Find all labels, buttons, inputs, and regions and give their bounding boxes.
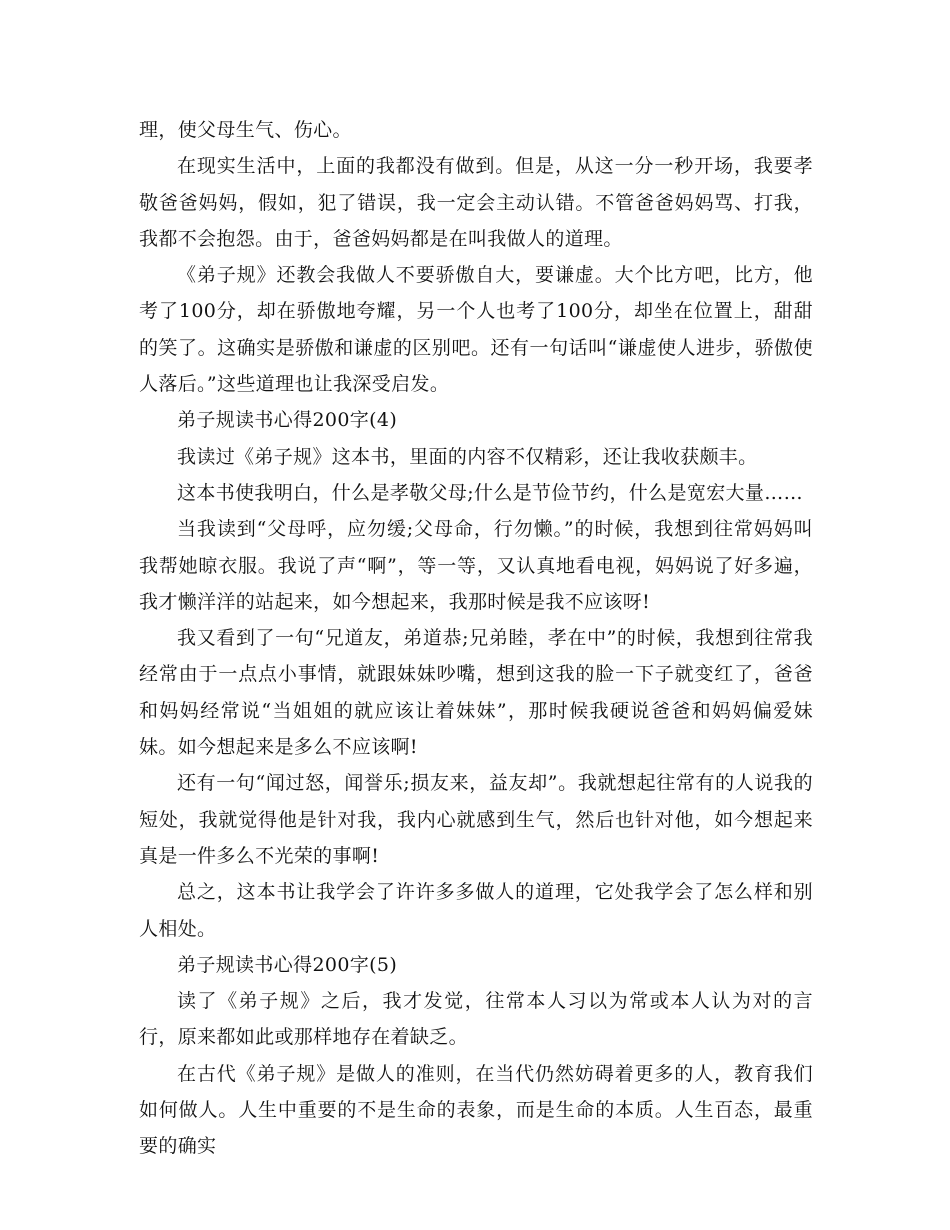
paragraph-continued: 理，使父母生气、伤心。	[139, 119, 352, 141]
paragraph: 当我读到“父母呼，应勿缓;父母命，行勿懒。”的时候，我想到往常妈妈叫我帮她晾衣服。我说了声“啊”，等一等，又认真地看电视，妈妈说了好多遍，我才懒洋洋的站起来，如今想起来，我那时候是我不应该呀!	[139, 518, 813, 613]
paragraph: 《弟子规》还教会我做人不要骄傲自大，要谦虚。大个比方吧，比方，他考了100分，却在骄傲地夸耀，另一个人也考了100分，却坐在位置上，甜甜的笑了。这确实是骄傲和谦虚的区别吧。还有一句话叫“谦虚使人进步，骄傲使人落后。”这些道理也让我深受启发。	[139, 264, 813, 396]
paragraph: 我读过《弟子规》这本书，里面的内容不仅精彩，还让我收获颇丰。	[177, 445, 758, 468]
paragraph: 这本书使我明白，什么是孝敬父母;什么是节俭节约，什么是宽宏大量……	[177, 481, 803, 504]
document-body	[139, 112, 813, 1165]
paragraph: 还有一句“闻过怒，闻誉乐;损友来，益友却”。我就想起往常有的人说我的短处，我就觉得他是针对我，我内心就感到生气，然后也针对他，如今想起来真是一件多么不光荣的事啊!	[139, 772, 813, 867]
section-heading-5: 弟子规读书心得200字(5)	[177, 953, 398, 976]
paragraph: 读了《弟子规》之后，我才发觉，往常本人习以为常或本人认为对的言行，原来都如此或那样地存在着缺乏。	[139, 990, 813, 1049]
paragraph: 我又看到了一句“兄道友，弟道恭;兄弟睦，孝在中”的时候，我想到往常我经常由于一点点小事情，就跟妹妹吵嘴，想到这我的脸一下子就变红了，爸爸和妈妈经常说“当姐姐的就应该让着妹妹”，那时候我硬说爸爸和妈妈偏爱妹妹。如今想起来是多么不应该啊!	[139, 627, 813, 759]
section-heading-4: 弟子规读书心得200字(4)	[177, 409, 398, 432]
paragraph: 在古代《弟子规》是做人的准则，在当代仍然妨碍着更多的人，教育我们如何做人。人生中重要的不是生命的表象，而是生命的本质。人生百态，最重要的确实	[139, 1062, 813, 1158]
paragraph: 总之，这本书让我学会了许许多多做人的道理，它处我学会了怎么样和别人相处。	[139, 881, 813, 940]
paragraph: 在现实生活中，上面的我都没有做到。但是，从这一分一秒开场，我要孝敬爸爸妈妈，假如，犯了错误，我一定会主动认错。不管爸爸妈妈骂、打我，我都不会抱怨。由于，爸爸妈妈都是在叫我做人的道理。	[139, 155, 813, 250]
